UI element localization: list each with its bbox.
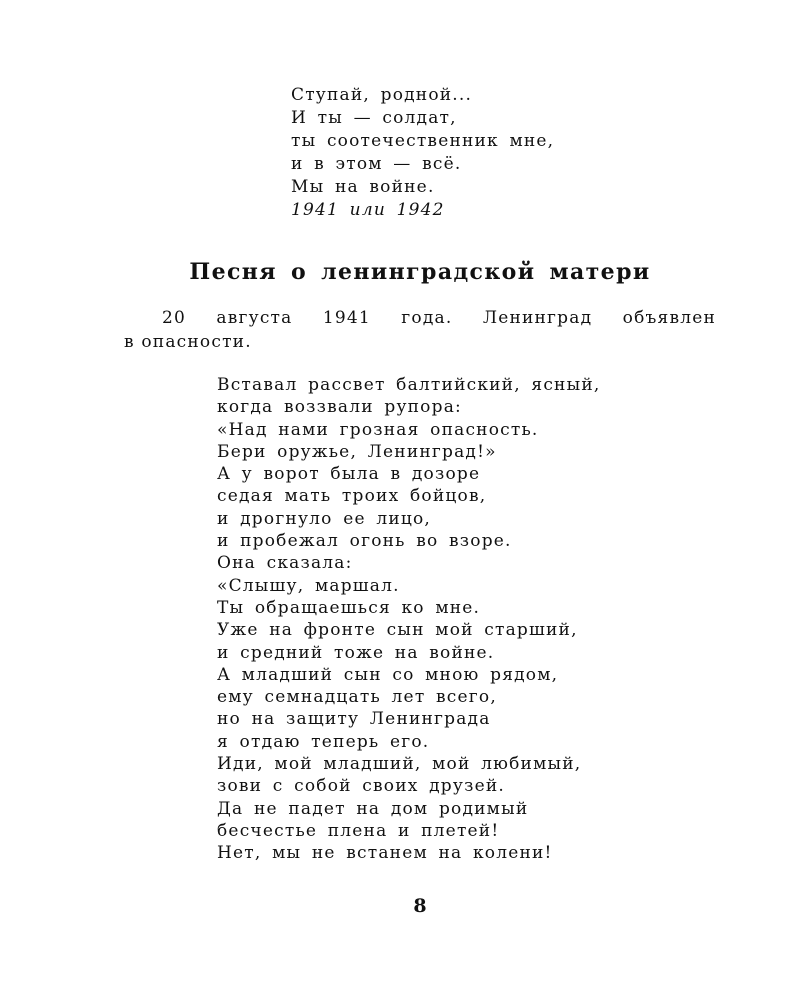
poem-line: и пробежал огонь во взоре. [217,531,512,552]
poem-line: но на защиту Ленинграда [217,709,491,730]
epigraph [124,306,716,354]
poem-line: Да не падет на дом родимый [217,798,529,819]
poem-line: Нет, мы не встанем на колени! [217,843,553,864]
first-poem-stanza [291,84,554,199]
poem-line: Мы на войне. [291,177,435,197]
poem-line: «Над нами грозная опасность. [217,419,539,440]
poem-line: зови с собой своих друзей. [217,776,505,797]
poem-line: Бери оружье, Ленинград!» [217,441,497,462]
poem-line: А младший сын со мною рядом, [217,664,559,685]
second-poem-stanza [217,374,600,865]
poem-line: Она сказала: [217,553,353,574]
poem-line: ты соотечественник мне, [291,131,555,151]
poem-line: бесчестье плена и плетей! [217,820,500,841]
poem-line: Ты обращаешься ко мне. [217,597,481,618]
epigraph-line: в опасности. [124,332,252,352]
poem-line: А у ворот была в дозоре [217,464,481,485]
poem-line: Иди, мой младший, мой любимый, [217,754,582,775]
poem-date: 1941 или 1942 [291,200,445,220]
poem-line: и дрогнуло ее лицо, [217,508,432,529]
poem-line: ему семнадцать лет всего, [217,687,497,708]
poem-line: и в этом — всё. [291,154,462,174]
epigraph-line: 20 августа 1941 года. Ленинград объявлен [162,308,716,328]
poem-line: Вставал рассвет балтийский, ясный, [217,375,601,395]
poem-title: Песня о ленинградской матери [189,259,651,285]
poem-line: и средний тоже на войне. [217,642,495,663]
poem-line: Ступай, родной... [291,85,473,105]
poem-line: «Слышу, маршал. [217,575,400,596]
poem-line: я отдаю теперь его. [217,731,430,752]
poem-line: когда воззвали рупора: [217,397,462,418]
poem-line: Уже на фронте сын мой старший, [217,620,578,641]
page-number: 8 [413,895,427,917]
poem-line: седая мать троих бойцов, [217,486,487,507]
poem-line: И ты — солдат, [291,108,457,128]
